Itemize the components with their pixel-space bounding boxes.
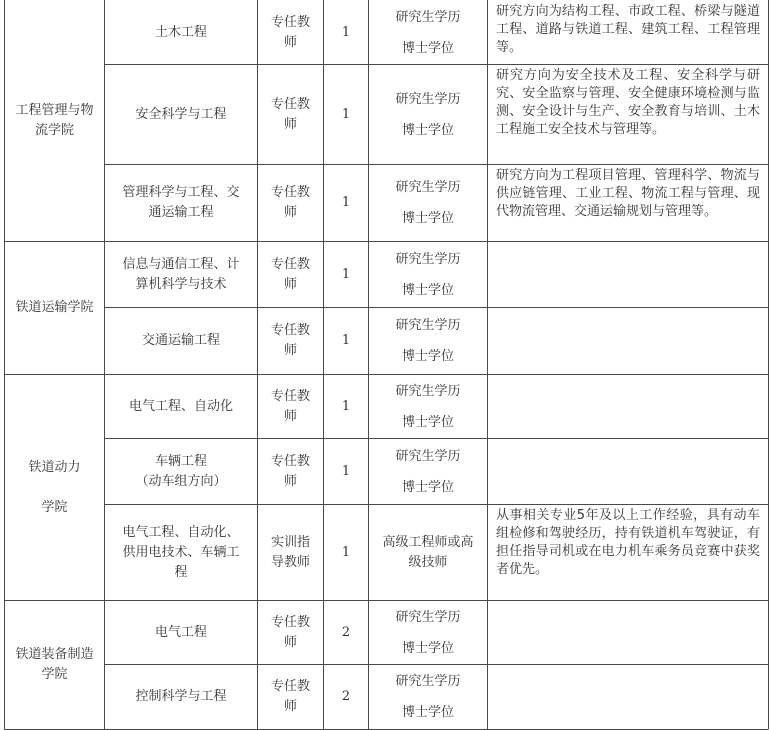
requirement-cell bbox=[488, 439, 768, 504]
major-cell: 安全科学与工程 bbox=[135, 106, 227, 122]
college-cell: 铁道装备制造 学院 bbox=[15, 647, 94, 682]
count-cell: 1 bbox=[341, 106, 351, 122]
count-cell: 1 bbox=[341, 544, 351, 560]
requirement-cell: 研究方向为安全技术及工程、安全科学与研究、安全监察与管理、安全健康环境检测与监测、安全设计与生产、安全教育与培训、土木工程施工安全技术与管理等。 bbox=[496, 68, 760, 137]
requirement-cell: 研究方向为工程项目管理、管理科学、物流与供应链管理、工业工程、物流工程与管理、现代物流管理、交通运输规划与管理等。 bbox=[496, 168, 760, 219]
major-cell: 控制科学与工程 bbox=[135, 689, 227, 704]
college-cell: 铁道运输学院 bbox=[15, 300, 94, 315]
requirement-cell bbox=[488, 375, 768, 438]
position-cell: 专任教 师 bbox=[270, 256, 310, 292]
position-cell: 专任教 师 bbox=[270, 388, 310, 424]
major-cell: 交通运输工程 bbox=[141, 333, 220, 348]
count-cell: 2 bbox=[341, 624, 351, 640]
education-cell: 研究生学历 博士学位 bbox=[395, 251, 461, 298]
education-cell: 研究生学历 博士学位 bbox=[395, 318, 461, 364]
count-cell: 2 bbox=[341, 689, 351, 704]
college-cell: 铁道动力 学院 bbox=[28, 459, 81, 515]
education-cell: 研究生学历 博士学位 bbox=[395, 180, 461, 226]
major-cell: 信息与通信工程、计 算机科学与技术 bbox=[122, 256, 240, 292]
requirement-cell: 研究方向为结构工程、市政工程、桥梁与隧道工程、道路与铁道工程、建筑工程、工程管理等。 bbox=[496, 4, 760, 55]
education-cell: 研究生学历 博士学位 bbox=[395, 91, 461, 138]
education-cell: 研究生学历 博士学位 bbox=[395, 9, 461, 56]
position-cell: 专任教 师 bbox=[270, 614, 310, 650]
position-cell: 专任教 师 bbox=[270, 185, 310, 220]
education-cell: 研究生学历 博士学位 bbox=[395, 448, 461, 495]
major-cell: 电气工程、自动化 bbox=[128, 398, 233, 414]
position-cell: 专任教 师 bbox=[270, 14, 310, 50]
count-cell: 1 bbox=[341, 195, 351, 210]
education-cell: 研究生学历 博士学位 bbox=[395, 674, 461, 720]
position-cell: 实训指 导教师 bbox=[270, 534, 310, 570]
position-cell: 专任教 师 bbox=[270, 96, 310, 132]
count-cell: 1 bbox=[341, 398, 351, 414]
major-cell: 土木工程 bbox=[154, 24, 207, 40]
major-cell: 电气工程 bbox=[154, 624, 207, 640]
count-cell: 1 bbox=[341, 463, 351, 479]
position-cell: 专任教 师 bbox=[270, 679, 310, 714]
requirement-cell bbox=[488, 308, 768, 374]
count-cell: 1 bbox=[341, 24, 351, 40]
position-cell: 专任教 师 bbox=[270, 323, 310, 358]
position-cell: 专任教 师 bbox=[270, 453, 310, 489]
college-cell: 工程管理与物 流学院 bbox=[15, 103, 94, 138]
requirement-cell bbox=[488, 665, 768, 729]
major-cell: 管理科学与工程、交 通运输工程 bbox=[122, 185, 240, 220]
education-cell: 高级工程师或高 级技师 bbox=[382, 534, 474, 570]
major-cell: 车辆工程 （动车组方向） bbox=[135, 453, 227, 489]
count-cell: 1 bbox=[341, 333, 351, 348]
education-cell: 研究生学历 博士学位 bbox=[395, 609, 461, 656]
requirement-cell bbox=[488, 601, 768, 664]
education-cell: 研究生学历 博士学位 bbox=[395, 383, 461, 430]
requirement-cell: 从事相关专业5年及以上工作经验，具有动车组检修和驾驶经历，持有铁道机车驾驶证，有担任指导司机或在电力机车乘务员竞赛中获奖者优先。 bbox=[496, 508, 760, 577]
count-cell: 1 bbox=[341, 266, 351, 282]
requirement-cell bbox=[488, 242, 768, 307]
major-cell: 电气工程、自动化、 供用电技术、车辆工 程 bbox=[122, 524, 240, 580]
